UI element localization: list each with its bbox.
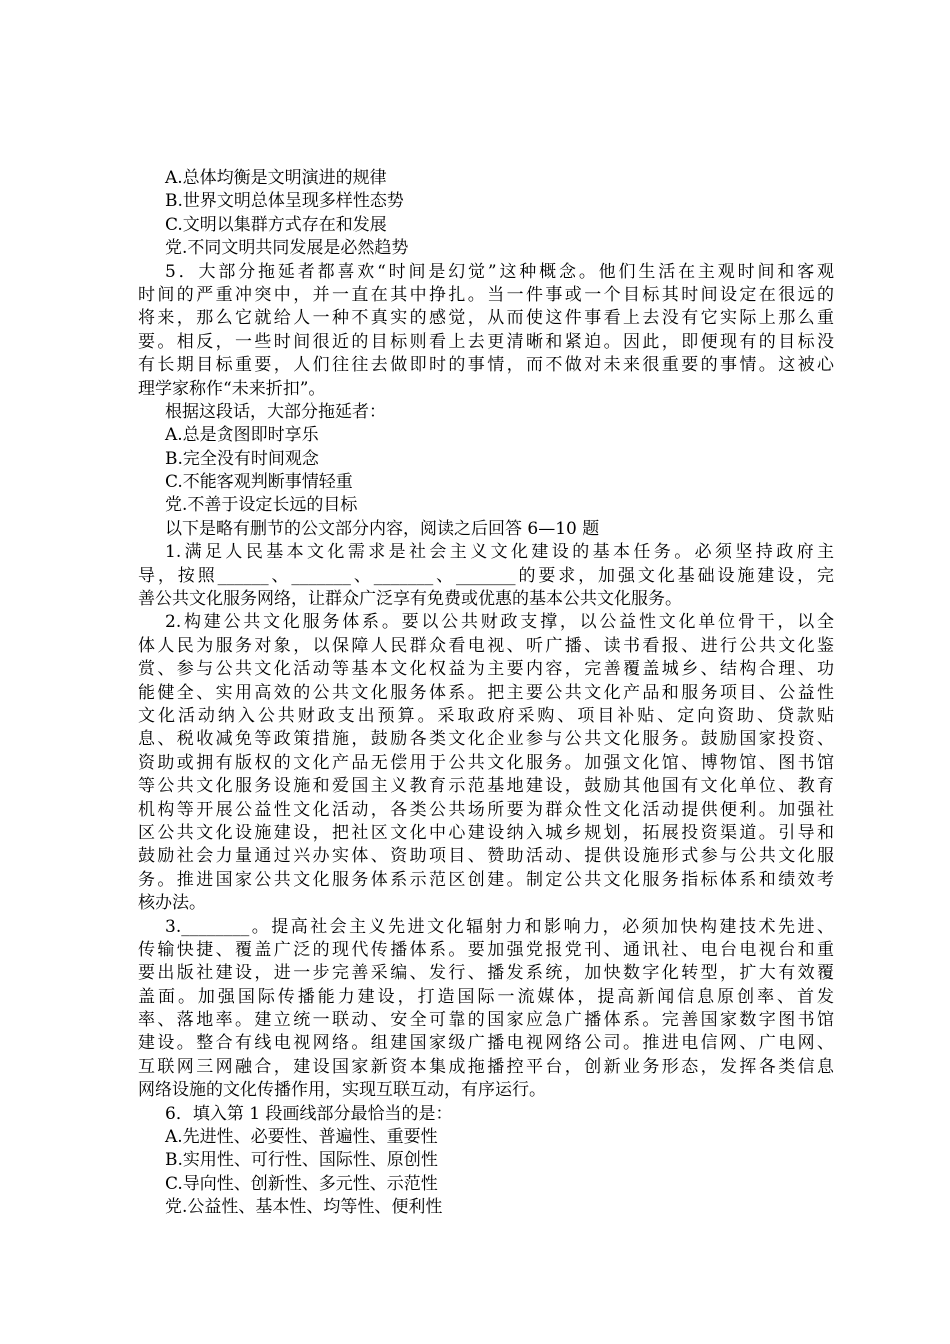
q5-passage (138, 261, 834, 401)
option-a: A.总体均衡是文明演进的规律 (165, 168, 387, 188)
paragraph-line: 3.________。提高社会主义先进文化辐射力和影响力，必须加快构建技术先进、 (165, 916, 834, 937)
paragraph-line: 核办法。 (138, 893, 206, 914)
q4-options (138, 167, 834, 261)
paragraph-line: 务。推进国家公共文化服务体系示范区创建。制定公共文化服务指标体系和绩效考 (138, 869, 834, 890)
paragraph-line: 文化活动纳入公共财政支出预算。采取政府采购、项目补贴、定向资助、贷款贴 (138, 705, 834, 726)
paragraph-line: 机构等开展公益性文化活动，各类公共场所要为群众性文化活动提供便利。加强社 (138, 799, 834, 820)
option-d: 党.不善于设定长远的目标 (165, 495, 358, 516)
q6-options (138, 1126, 834, 1220)
paragraph-line: 网络设施的文化传播作用，实现互联互动，有序运行。 (138, 1080, 546, 1101)
paragraph-3 (138, 916, 834, 1103)
option-b: B.世界文明总体呈现多样性态势 (165, 191, 404, 212)
paragraph-line: 1.满足人民基本文化需求是社会主义文化建设的基本任务。必须坚持政府主 (165, 542, 834, 563)
paragraph-line: 息、税收减免等政策措施，鼓励各类文化企业参与公共文化服务。鼓励国家投资、 (138, 729, 834, 750)
paragraph-line: 导，按照______、_______、_______、_______的要求，加强文化基础设施建设，完 (138, 565, 834, 586)
option-a: A.总是贪图即时享乐 (165, 425, 319, 446)
passage-line: 要。相反，一些时间很近的目标则看上去更清晰和紧迫。因此，即便现有的目标没 (138, 331, 834, 352)
paragraph-line: 鼓励社会力量通过兴办实体、资助项目、赞助活动、提供设施形式参与公共文化服 (138, 846, 834, 867)
option-d: 党.公益性、基本性、均等性、便利性 (165, 1197, 443, 1218)
document-page (138, 167, 834, 1220)
q6-question: 6．填入第 1 段画线部分最恰当的是： (165, 1103, 453, 1124)
paragraph-line: 传输快捷、覆盖广泛的现代传播体系。要加强党报党刊、通讯社、电台电视台和重 (138, 939, 834, 960)
paragraph-line: 等公共文化服务设施和爱国主义教育示范基地建设，鼓励其他国有文化单位、教育 (138, 776, 834, 797)
paragraph-line: 2.构建公共文化服务体系。要以公共财政支撑，以公益性文化单位骨干，以全 (165, 612, 834, 633)
passage-line: 理学家称作“未来折扣”。 (138, 378, 326, 399)
paragraph-line: 建设。整合有线电视网络。组建国家级广播电视网络公司。推进电信网、广电网、 (138, 1033, 834, 1054)
paragraph-line: 要出版社建设，进一步完善采编、发行、播发系统，加快数字化转型，扩大有效覆 (138, 963, 834, 984)
paragraph-line: 盖面。加强国际传播能力建设，打造国际一流媒体，提高新闻信息原创率、首发 (138, 986, 834, 1007)
option-c: C.不能客观判断事情轻重 (165, 472, 353, 493)
paragraph-line: 区公共文化设施建设，把社区文化中心建设纳入城乡规划，拓展投资渠道。引导和 (138, 822, 834, 843)
passage-line: 有长期目标重要，人们往往去做即时的事情，而不做对未来很重要的事情。这被心 (138, 355, 834, 376)
option-b: B.实用性、可行性、国际性、原创性 (165, 1150, 438, 1171)
paragraph-line: 能健全、实用高效的公共文化服务体系。把主要公共文化产品和服务项目、公益性 (138, 682, 834, 703)
option-c: C.文明以集群方式存在和发展 (165, 214, 387, 235)
passage-line: 将来，那么它就给人一种不真实的感觉，从而使这件事看上去没有它实际上那么重 (138, 308, 834, 329)
option-a: A.先进性、必要性、普遍性、重要性 (165, 1127, 438, 1148)
paragraph-line: 善公共文化服务网络，让群众广泛享有免费或优惠的基本公共文化服务。 (138, 589, 682, 610)
paragraph-line: 赏、参与公共文化活动等基本文化权益为主要内容，完善覆盖城乡、结构合理、功 (138, 659, 834, 680)
option-d: 党.不同文明共同发展是必然趋势 (165, 238, 409, 259)
passage-line: 时间的严重冲突中，并一直在其中挣扎。当一件事或一个目标其时间设定在很远的 (138, 284, 834, 305)
section-intro: 以下是略有删节的公文部分内容，阅读之后回答 6—10 题 (165, 518, 600, 539)
passage-line: 5．大部分拖延者都喜欢“时间是幻觉”这种概念。他们生活在主观时间和客观 (165, 261, 834, 282)
q5-question: 根据这段话，大部分拖延者： (165, 401, 386, 422)
paragraph-2 (138, 611, 834, 915)
paragraph-line: 资助或拥有版权的文化产品无偿用于公共文化服务。加强文化馆、博物馆、图书馆 (138, 752, 834, 773)
q5-options (138, 424, 834, 518)
paragraph-line: 互联网三网融合，建设国家新资本集成拖播控平台，创新业务形态，发挥各类信息 (138, 1056, 834, 1077)
paragraph-1 (138, 541, 834, 611)
option-b: B.完全没有时间观念 (165, 448, 319, 469)
paragraph-line: 率、落地率。建立统一联动、安全可靠的国家应急广播体系。完善国家数字图书馆 (138, 1010, 834, 1031)
paragraph-line: 体人民为服务对象，以保障人民群众看电视、听广播、读书看报、进行公共文化鉴 (138, 635, 834, 656)
option-c: C.导向性、创新性、多元性、示范性 (165, 1173, 438, 1194)
